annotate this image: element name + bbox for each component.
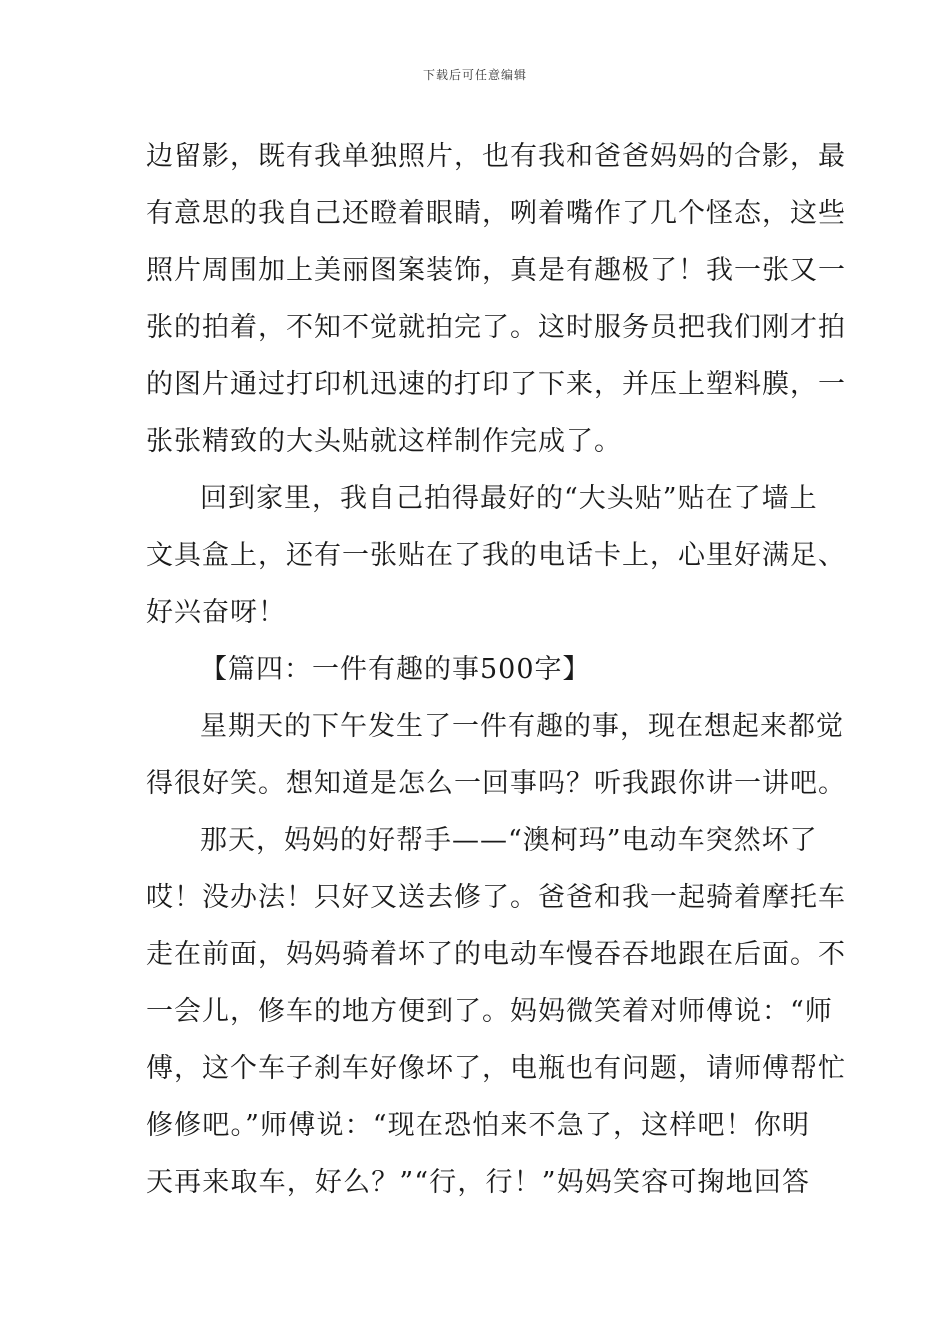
paragraph-start-line: 那天，妈妈的好帮手——“澳柯玛”电动车突然坏了 <box>200 825 818 856</box>
text-line: 走在前面，妈妈骑着坏了的电动车慢吞吞地跟在后面。不 <box>146 939 846 970</box>
section-heading: 【篇四：一件有趣的事500字】 <box>200 654 591 685</box>
text-line: 得很好笑。想知道是怎么一回事吗？听我跟你讲一讲吧。 <box>146 768 846 799</box>
text-line: 边留影，既有我单独照片，也有我和爸爸妈妈的合影，最 <box>146 141 846 172</box>
document-body <box>146 128 846 1211</box>
paragraph-start-line: 星期天的下午发生了一件有趣的事，现在想起来都觉 <box>200 711 844 742</box>
text-line: 有意思的我自己还瞪着眼睛，咧着嘴作了几个怪态，这些 <box>146 198 846 229</box>
text-line: 好兴奋呀！ <box>146 597 286 628</box>
header-note: 下载后可任意编辑 <box>422 68 527 82</box>
text-line: 天再来取车，好么？”“行，行！”妈妈笑容可掬地回答 <box>146 1167 810 1198</box>
text-line: 傅，这个车子刹车好像坏了，电瓶也有问题，请师傅帮忙 <box>146 1053 846 1084</box>
text-line: 照片周围加上美丽图案装饰，真是有趣极了！我一张又一 <box>146 255 846 286</box>
text-line: 哎！没办法！只好又送去修了。爸爸和我一起骑着摩托车 <box>146 882 846 913</box>
text-line: 修修吧。”师傅说：“现在恐怕来不急了，这样吧！你明 <box>146 1110 810 1141</box>
text-line: 的图片通过打印机迅速的打印了下来，并压上塑料膜，一 <box>146 369 846 400</box>
text-line: 文具盒上，还有一张贴在了我的电话卡上，心里好满足、 <box>146 540 846 571</box>
paragraph-start-line: 回到家里，我自己拍得最好的“大头贴”贴在了墙上 <box>200 483 818 514</box>
text-line: 张张精致的大头贴就这样制作完成了。 <box>146 426 622 457</box>
text-line: 张的拍着，不知不觉就拍完了。这时服务员把我们刚才拍 <box>146 312 846 343</box>
text-line: 一会儿，修车的地方便到了。妈妈微笑着对师傅说：“师 <box>146 996 833 1027</box>
